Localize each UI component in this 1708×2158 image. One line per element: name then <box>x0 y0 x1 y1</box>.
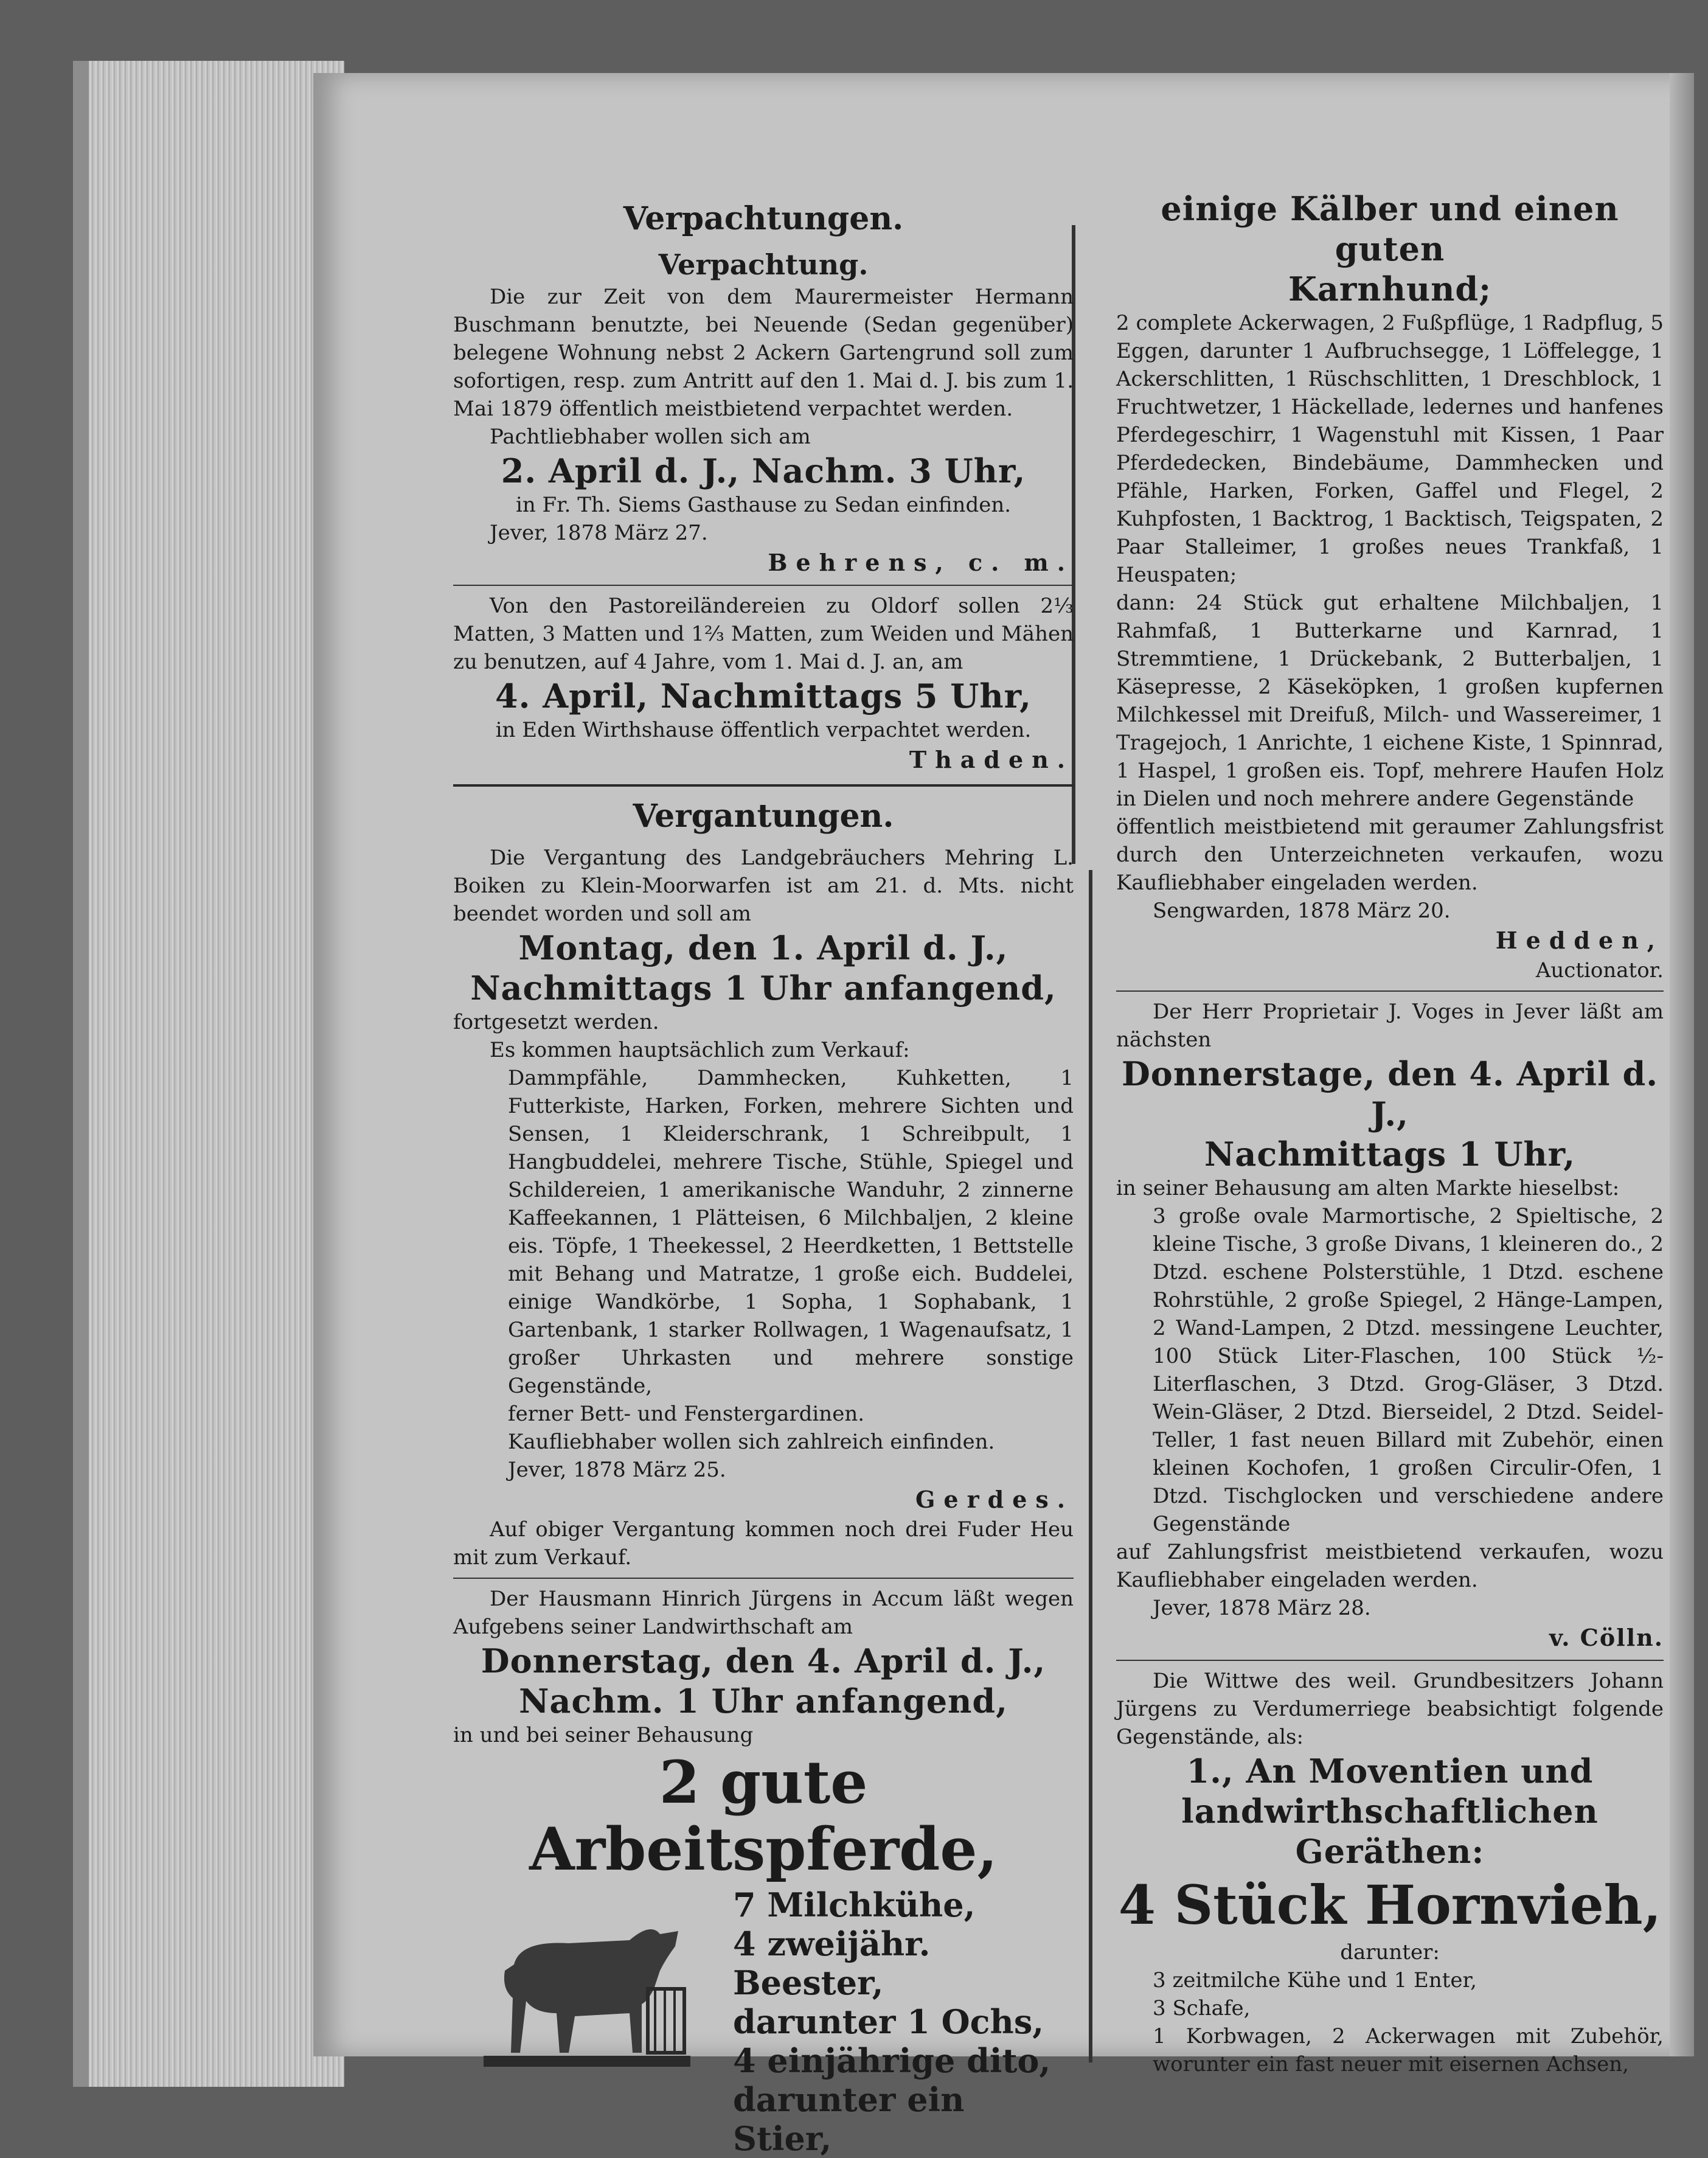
ad3-intro: Es kommen hauptsächlich zum Verkauf: <box>490 1038 910 1062</box>
ad3-dateline: Jever, 1878 März 25. <box>508 1458 726 1482</box>
newspaper-page <box>313 73 1694 2158</box>
right-column <box>1116 189 1664 2078</box>
ad3-date1: Montag, den 1. April d. J., <box>518 928 1008 967</box>
dateline-sengwarden: Sengwarden, 1878 März 20. <box>1153 899 1451 923</box>
ad3-signature: Gerdes. <box>915 1486 1074 1513</box>
ad1-dateline: Jever, 1878 März 27. <box>490 521 708 545</box>
signature-hedden: Hedden, <box>1495 927 1664 954</box>
livestock-line: darunter ein Stier, <box>733 2080 965 2158</box>
dateline-jever: Jever, 1878 März 28. <box>1153 1596 1371 1620</box>
ad4-date1: Donnerstag, den 4. April d. J., <box>481 1641 1046 1680</box>
ad2-signature: Thaden. <box>909 746 1074 773</box>
ad1-text: Die zur Zeit von dem Maurermeister Hermann Buschmann benutzte, bei Neuende (Sedan gegenüber) belegene Wohnung nebst 2 Ackern Gartengrund soll zum sofortigen, resp. zum Antritt auf den 1. Mai d. J. bis zum 1. Mai 1879 öffentlich meistbietend verpachtet werden. <box>453 285 1074 421</box>
livestock-line: darunter 1 Ochs, <box>733 2002 1044 2041</box>
divider <box>1116 990 1664 992</box>
ad4-place: in und bei seiner Behausung <box>453 1723 754 1747</box>
divider <box>453 585 1074 586</box>
cont-text: 2 complete Ackerwagen, 2 Fußpflüge, 1 Radpflug, 5 Eggen, darunter 1 Aufbruchsegge, 1 Löffelegge, 1 Ackerschlitten, 1 Rüschschlitten, 1 Dreschblock, 1 Fruchtwetzer, 1 Häckellade, ledernes und hanfenes Pferdegeschirr, 1 Wagenstuhl mit Kissen, 1 Paar Pferdedecken, Bindebäume, Dammhecken und Pfähle, Harken, Forken, Gaffel und Flegel, 2 Kuhpfosten, 1 Backtrog, 1 Backtisch, Teigspaten, 2 Paar Stalleimer, 1 großes neues Trankfaß, 1 Heuspaten; <box>1116 311 1664 587</box>
ad4-date2: Nachm. 1 Uhr anfangend, <box>519 1682 1008 1721</box>
ad6-head: 1., An Moventien und landwirthschaftlichen Geräthen: <box>1181 1752 1599 1871</box>
divider <box>453 1578 1074 1579</box>
cont-head2: Karnhund; <box>1288 270 1492 308</box>
ad5-date2: Nachmittags 1 Uhr, <box>1204 1135 1576 1174</box>
ad2-date: 4. April, Nachmittags 5 Uhr, <box>495 677 1032 715</box>
ad3-text: Die Vergantung des Landgebräuchers Mehring L. Boiken zu Klein-Moorwarfen ist am 21. d. Mts. nicht beendet worden und soll am <box>453 846 1074 926</box>
ad6-headline: 4 Stück Hornvieh, <box>1118 1873 1662 1937</box>
section-divider <box>453 784 1074 787</box>
ad6-item: 3 Schafe, <box>1153 1996 1251 2021</box>
ad1-title: Verpachtung. <box>658 248 869 281</box>
ad3-items2: ferner Bett- und Fenstergardinen. <box>508 1402 865 1426</box>
ad5-end: auf Zahlungsfrist meistbietend verkaufen, wozu Kaufliebhaber eingeladen werden. <box>1116 1540 1664 1592</box>
book-page-edges <box>73 61 344 2087</box>
livestock-list <box>733 1885 1074 2158</box>
ad6-item: 3 zeitmilche Kühe und 1 Enter, <box>1153 1968 1477 1993</box>
ad2-place: in Eden Wirthshause öffentlich verpachtet werden. <box>495 718 1032 742</box>
cont-text3: öffentlich meistbietend mit geraumer Zahlungsfrist durch den Unterzeichneten verkaufen, wozu Kaufliebhaber eingeladen werden. <box>1116 815 1664 895</box>
ad5-date1: Donnerstage, den 4. April d. J., <box>1121 1054 1659 1133</box>
ad3-note: Auf obiger Vergantung kommen noch drei Fuder Heu mit zum Verkauf. <box>453 1517 1074 1570</box>
ad3-items: Dammpfähle, Dammhecken, Kuhketten, 1 Futterkiste, Harken, Forken, mehrere Sichten und Sensen, 1 Kleiderschrank, 1 Schreibpult, 1 Hangbuddelei, mehrere Tische, Stühle, Spiegel und Schildereien, 1 amerikanische Wanduhr, 2 zinnerne Kaffeekannen, 1 Plätteisen, 6 Milchbaljen, 2 kleine eis. Töpfe, 1 Theekessel, 2 Heerdketten, 1 Bettstelle mit Behang und Matratze, 1 große eich. Buddelei, einige Wandkörbe, 1 Sopha, 1 Sophabank, 1 Gartenbank, 1 starker Rollwagen, 1 Wagenaufsatz, 1 großer Uhrkasten und mehrere sonstige Gegenstände, <box>508 1066 1074 1398</box>
page-fold-edge <box>1670 73 1694 2056</box>
cont-head1: einige Kälber und einen guten <box>1161 189 1619 268</box>
ad5-text: Der Herr Proprietair J. Voges in Jever läßt am nächsten <box>1116 1000 1664 1052</box>
ad2-text: Von den Pastoreiländereien zu Oldorf sollen 2⅓ Matten, 3 Matten und 1⅔ Matten, zum Weiden und Mähen zu benutzen, auf 4 Jahre, vom 1. Mai d. J. an, am <box>453 594 1074 674</box>
ad5-place: in seiner Behausung am alten Markte hieselbst: <box>1116 1176 1620 1200</box>
ad1-place: in Fr. Th. Siems Gasthause zu Sedan einfinden. <box>515 493 1012 517</box>
ad3-date2: Nachmittags 1 Uhr anfangend, <box>470 969 1057 1008</box>
ad3-buyers: Kaufliebhaber wollen sich zahlreich einfinden. <box>508 1430 995 1454</box>
livestock-line: 4 zweijähr. Beester, <box>733 1924 931 2002</box>
section-title-vergantungen: Vergantungen. <box>633 798 894 835</box>
ad3-cont: fortgesetzt werden. <box>453 1010 659 1034</box>
signature-coelln: v. Cölln. <box>1549 1624 1664 1651</box>
ad4-text: Der Hausmann Hinrich Jürgens in Accum läßt wegen Aufgebens seiner Landwirthschaft am <box>453 1587 1074 1639</box>
livestock-block <box>453 1885 1074 2158</box>
ad6-text: Die Wittwe des weil. Grundbesitzers Johann Jürgens zu Verdumerriege beabsichtigt folgende Gegenstände, als: <box>1116 1669 1664 1749</box>
divider <box>1116 1660 1664 1661</box>
ad6-item: 1 Korbwagen, 2 Ackerwagen mit Zubehör, worunter ein fast neuer mit eisernen Achsen, <box>1153 2024 1664 2076</box>
ad5-items: 3 große ovale Marmortische, 2 Spieltische, 2 kleine Tische, 3 große Divans, 1 kleineren do., 2 Dtzd. eschene Polsterstühle, 1 Dtzd. eschene Rohrstühle, 2 große Spiegel, 2 Hänge-Lampen, 2 Wand-Lampen, 2 Dtzd. messingene Leuchter, 100 Stück Liter-Flaschen, 100 Stück ½-Literflaschen, 3 Dtzd. Grog-Gläser, 3 Dtzd. Wein-Gläser, 2 Dtzd. Bierseidel, 2 Dtzd. Seidel-Teller, 1 fast neuen Billard mit Zubehör, einen kleinen Kochofen, 1 großen Circulir-Ofen, 1 Dtzd. Tischglocken und verschiedene andere Gegenstände <box>1153 1204 1664 1536</box>
section-title-verpachtungen: Verpachtungen. <box>623 200 904 237</box>
signature-title: Auctionator. <box>1535 958 1664 983</box>
cont-text2: dann: 24 Stück gut erhaltene Milchbaljen, 1 Rahmfaß, 1 Butterkarne und Karnrad, 1 Stremmtiene, 1 Drückebank, 2 Butterbaljen, 1 Käsepresse, 2 Käseköpken, 1 großen kupfernen Milchkessel mit Dreifuß, Milch- und Wassereimer, 1 Tragejoch, 1 Anrichte, 1 eichene Kiste, 1 Spinnrad, 1 Haspel, 1 großen eis. Topf, mehrere Haufen Holz in Dielen und noch mehrere andere Gegenstände <box>1116 591 1664 811</box>
ad4-headline: 2 gute Arbeitspferde, <box>529 1748 998 1884</box>
livestock-line: 7 Milchkühe, <box>733 1885 976 1924</box>
ad6-sub: darunter: <box>1340 1940 1440 1965</box>
ad1-line: Pachtliebhaber wollen sich am <box>490 425 811 449</box>
column-divider-bottom <box>1089 870 1092 2062</box>
ad1-signature: Behrens, c. m. <box>768 549 1074 576</box>
left-column <box>453 198 1074 2158</box>
livestock-line: 4 einjährige dito, <box>733 2041 1051 2080</box>
ad1-date: 2. April d. J., Nachm. 3 Uhr, <box>501 451 1026 490</box>
cow-illustration-icon <box>477 1898 696 2080</box>
